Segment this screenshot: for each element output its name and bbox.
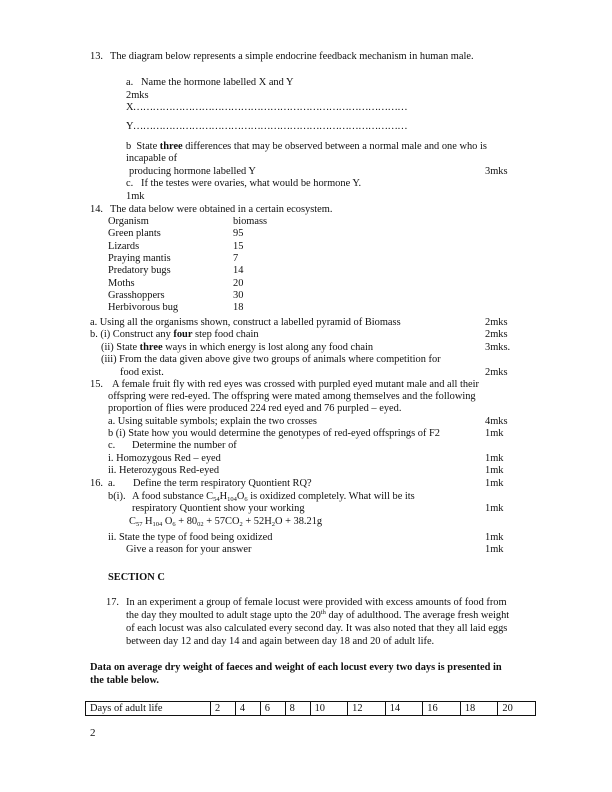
q14bii-post: ways in which energy is lost along any food chain: [162, 342, 374, 353]
q13b-bold: three: [159, 141, 183, 152]
q17-line4: between day 12 and day 14 and again between day 18 and 20 of adult life.: [126, 636, 435, 647]
q14bi-text: [90, 329, 259, 342]
q15-line1: A female fruit fly with red eyes was crossed with purpled eyed mutant male and all their: [112, 379, 480, 390]
q13a-marks: 2mks: [126, 90, 149, 101]
q15c-text: Determine the number of: [132, 440, 237, 451]
table-cell: 14: [385, 702, 423, 716]
q13a-text: Name the hormone labelled X and Y: [141, 77, 294, 88]
q17-number: 17.: [106, 597, 119, 608]
organism-biomass: 20: [233, 278, 244, 289]
subscript: 57: [135, 521, 143, 528]
q15ci-text: i. Homozygous Red – eyed: [108, 453, 221, 464]
q15-line2: offspring were red-eyed. The offspring were mated among themselves and the following: [108, 391, 476, 402]
q16-reason-text: Give a reason for your answer: [126, 544, 252, 555]
eq-part: C: [129, 516, 136, 527]
eq-part: O: [162, 516, 173, 527]
q16bi-pre: A food substance C: [132, 491, 214, 502]
q16bi-text: [132, 491, 415, 504]
organism-biomass: 95: [233, 228, 244, 239]
organism-biomass: 30: [233, 290, 244, 301]
subscript: 104: [152, 521, 163, 528]
table-cell: 18: [460, 702, 498, 716]
q16a-marks: 1mk: [485, 478, 504, 489]
organism-name: Praying mantis: [108, 253, 171, 264]
q13b-line3: producing hormone labelled Y: [129, 166, 256, 177]
organism-name: Predatory bugs: [108, 265, 171, 276]
q15c-label: c.: [108, 440, 116, 451]
q17-line3: of each locust was also calculated every second day. It was also noted that they all laid eggs: [126, 623, 508, 634]
organism-name: Moths: [108, 278, 135, 289]
q15b-text: b (i) State how you would determine the genotypes of red-eyed offsprings of F2: [108, 428, 440, 439]
q16-reason-marks: 1mk: [485, 544, 504, 555]
q13-stem: The diagram below represents a simple endocrine feedback mechanism in human male.: [110, 51, 474, 62]
q16bii-marks: 1mk: [485, 532, 504, 543]
table-cell: 2: [211, 702, 236, 716]
q14biii-line2: food exist.: [120, 367, 164, 378]
q13c-label: c.: [126, 178, 134, 189]
superscript: th: [320, 609, 326, 616]
q14a-marks: 2mks: [485, 317, 508, 328]
data-intro-line2: the table below.: [90, 675, 159, 686]
q13b-label: b: [126, 141, 132, 152]
q13b-line2: incapable of: [126, 153, 178, 164]
q15a-text: a. Using suitable symbols; explain the two crosses: [108, 416, 317, 427]
q16bi-marks: 1mk: [485, 503, 504, 514]
organism-name: Lizards: [108, 241, 140, 252]
q14bii-text: [101, 342, 373, 355]
organism-name: Green plants: [108, 228, 161, 239]
q17-line2: [126, 610, 509, 623]
q16bi-line2: respiratory Quontient show your working: [132, 503, 305, 514]
table-cell: 12: [348, 702, 386, 716]
table-cell: 8: [285, 702, 310, 716]
q14a-text: a. Using all the organisms shown, construct a labelled pyramid of Biomass: [90, 317, 401, 328]
table-cell: 6: [260, 702, 285, 716]
table-cell: 20: [498, 702, 536, 716]
organism-biomass: 7: [233, 253, 239, 264]
q13b-text-post: differences that may be observed between a normal male and one who is: [182, 141, 487, 152]
organism-biomass: 15: [233, 241, 244, 252]
q13b-marks: 3mks: [485, 166, 508, 177]
q15cii-marks: 1mk: [485, 465, 504, 476]
organism-biomass: 14: [233, 265, 244, 276]
q13b-text-pre: State: [136, 141, 160, 152]
subscript: 104: [227, 496, 237, 503]
biomass-header-organism: Organism: [108, 216, 149, 227]
subscript: 6: [172, 521, 176, 528]
q16bi-h: H: [219, 491, 228, 502]
q14-number: 14.: [90, 204, 103, 215]
q16bi-label: b(i).: [108, 491, 126, 502]
q16a-text: Define the term respiratory Quontient RQ?: [133, 478, 312, 489]
q16-number: 16.: [90, 478, 103, 489]
q16bii-text: ii. State the type of food being oxidized: [108, 532, 273, 543]
biomass-header-biomass: biomass: [233, 216, 268, 227]
q14bii-pre: (ii) State: [101, 342, 140, 353]
q14bi-marks: 2mks: [485, 329, 508, 340]
q17-line1: In an experiment a group of female locust were provided with excess amounts of food from: [126, 597, 507, 608]
table-header-cell: Days of adult life: [86, 702, 211, 716]
q13c-marks: 1mk: [126, 191, 145, 202]
table-row: [86, 702, 536, 716]
eq-part: + 38.21g: [282, 516, 323, 527]
page-number: 2: [90, 727, 96, 739]
eq-part: + 52H: [242, 516, 272, 527]
q15-number: 15.: [90, 379, 103, 390]
q14bii-marks: 3mks.: [485, 342, 511, 353]
q14biii-line1: (iii) From the data given above give two groups of animals where competition for: [101, 354, 441, 365]
eq-part: H: [142, 516, 153, 527]
answer-line-y[interactable]: Y…………………………………………………………………………: [126, 121, 408, 132]
q17-line2-post: day of adulthood. The average fresh weight: [325, 610, 510, 621]
q14biii-marks: 2mks: [485, 367, 508, 378]
q16-equation: [129, 516, 322, 529]
organism-name: Herbivorous bug: [108, 302, 179, 313]
table-cell: 10: [310, 702, 348, 716]
subscript: 54: [213, 496, 220, 503]
organism-name: Grasshoppers: [108, 290, 165, 301]
q13c-text: If the testes were ovaries, what would be hormone Y.: [141, 178, 362, 189]
subscript: 6: [244, 496, 248, 503]
section-c-heading: SECTION C: [108, 572, 165, 583]
q14bi-pre: b. (i) Construct any: [90, 329, 174, 340]
q15b-marks: 1mk: [485, 428, 504, 439]
q13a-label: a.: [126, 77, 134, 88]
q15ci-marks: 1mk: [485, 453, 504, 464]
q15-line3: proportion of flies were produced 224 red eyed and 76 purpled – eyed.: [108, 403, 402, 414]
table-cell: 16: [423, 702, 461, 716]
table-cell: 4: [235, 702, 260, 716]
q14bi-post: step food chain: [192, 329, 259, 340]
eq-part: + 80: [175, 516, 198, 527]
q13b-line1: [126, 141, 487, 154]
q16a-label: a.: [108, 478, 116, 489]
q15cii-text: ii. Heterozygous Red-eyed: [108, 465, 220, 476]
subscript: 2: [271, 521, 275, 528]
q14bii-bold: three: [139, 342, 163, 353]
data-intro-line1: Data on average dry weight of faeces and weight of each locust every two days is presented in: [90, 662, 502, 673]
eq-part: + 57CO: [203, 516, 240, 527]
q16bi-o: O: [236, 491, 245, 502]
eq-part: O: [274, 516, 283, 527]
q16bi-post: is oxidized completely. What will be its: [247, 491, 415, 502]
organism-biomass: 18: [233, 302, 244, 313]
q14-stem: The data below were obtained in a certain ecosystem.: [110, 204, 333, 215]
q13-number: 13.: [90, 51, 103, 62]
days-table: [85, 701, 536, 716]
subscript: 2: [239, 521, 243, 528]
subscript: 02: [197, 521, 204, 528]
q15a-marks: 4mks: [485, 416, 508, 427]
answer-line-x[interactable]: X…………………………………………………………………………: [126, 102, 408, 113]
q17-line2-pre: the day they moulted to adult stage upto the 20: [126, 610, 321, 621]
q14bi-bold: four: [173, 329, 193, 340]
